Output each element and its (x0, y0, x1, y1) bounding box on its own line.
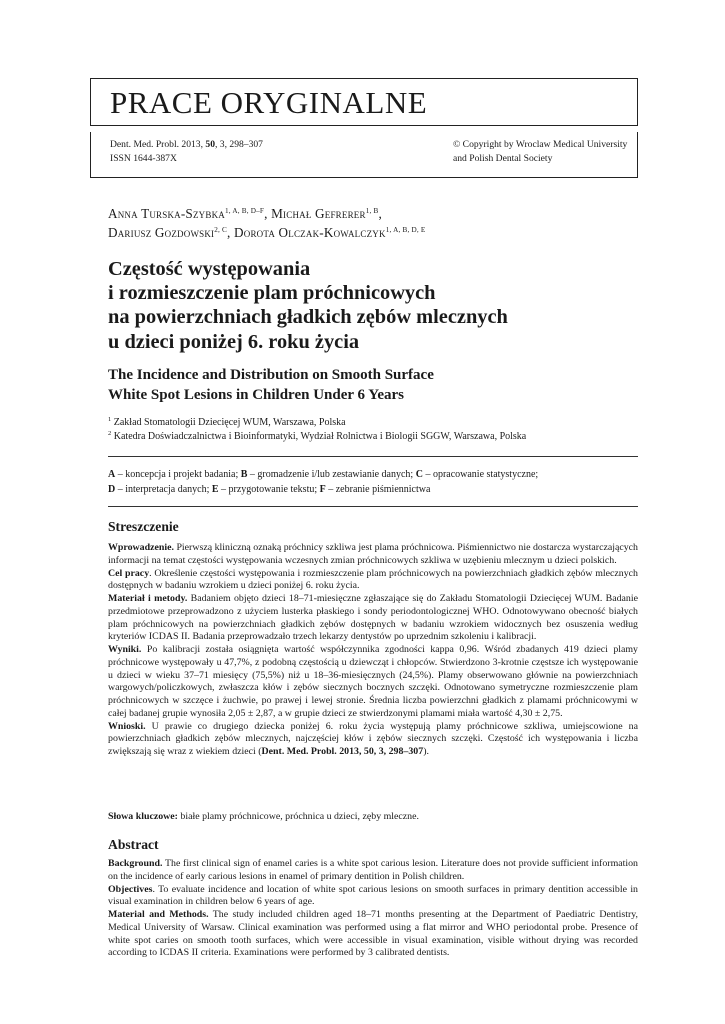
author-list: Anna Turska-Szybka$^{1, A, B, D-F}$, Michał Gefrerer$^{1, B}$, Dariusz Gozdowski$^{2, C}$, Dorota Olczak-Kowalczyk$^{1, A, B, D, E}$ (108, 206, 426, 240)
paragraph-objectives: Objectives. To evaluate incidence and location of white spot carious lesions on smooth surfaces in primary dentition accessible in visual examination in children below 6 years of age. (108, 883, 638, 908)
paragraph-material: Materiał i metody. Badaniem objęto dzieci 18–71-miesięczne zgłaszające się do Zakładu Stomatologii Dziecięcej WUM. Badanie przedmiotowe przeprowadzono z użyciem lusterka płaskiego i sondy periodontologicznej WHO. Odnotowywano obecność białych plam próchnicowych na powierzchniach gładkich zębów dostępnych w badaniu wzrokiem widocznych bez osuszenia według kryteriów ICDAS II. Badania przeprowadzało trzech lekarzy dentystów po uprzednim szkoleniu i kalibracji. (108, 593, 638, 643)
divider-top (108, 456, 638, 457)
author-name: Dorota Olczak-Kowalczyk (234, 224, 386, 240)
affiliations (108, 416, 526, 445)
series-banner (90, 78, 638, 126)
paragraph-cel: Cel pracy. Określenie częstości występowania i rozmieszczenie plam próchnicowych na powierzchniach gładkich zębów mlecznych dostępnych w badaniu wzrokiem u dzieci poniżej 6. roku życia. (108, 567, 638, 592)
divider-bottom (108, 506, 638, 507)
series-title: PRACE ORYGINALNE (110, 85, 428, 120)
abstract-heading: Abstract (108, 837, 159, 852)
streszczenie-heading: Streszczenie (108, 519, 179, 534)
author-affiliation-sup: 1, A, B, D, E (385, 225, 426, 234)
author-affiliation-sup: 2, C (214, 225, 228, 234)
issn: ISSN 1644-387X (110, 153, 177, 164)
title-polish: Częstość występowania i rozmieszczenie plam próchnicowych na powierzchniach gładkich zębów mlecznych u dzieci poniżej 6. roku życia (108, 258, 508, 353)
paragraph-wnioski: Wnioski. U prawie co drugiego dziecka poniżej 6. roku życia występują plamy próchnicowe szkliwa, umiejscowione na powierzchniach gładkich zębów mlecznych, najczęściej kłów i zębów siecznych szczęki. Częstość ich występowania i liczba zwiększają się wraz z wiekiem dzieci (Dent. Med. Probl. 2013, 50, 3, 298–307). (108, 720, 638, 757)
author-name: Michał Gefrerer (271, 206, 366, 221)
affiliation-2: $^2$ Katedra Doświadczalnictwa i Bioinformatyki, Wydział Rolnictwa i Biologii SGGW, Warszawa, Polska (108, 430, 527, 443)
author-affiliation-sup: 1, A, B, D–F (224, 207, 265, 215)
paragraph-background: Background. The first clinical sign of enamel caries is a white spot carious lesion. Literature does not provide sufficient information on the incidence of early carious lesions in enamel of primary dentition in Polish children. (108, 858, 638, 882)
copyright-line-2: and Polish Dental Society (453, 153, 553, 164)
paragraph-wprowadzenie: Wprowadzenie. Pierwszą kliniczną oznaką próchnicy szkliwa jest plama próchnicowa. Piśmiennictwo nie dostarcza wystarczających informacji na temat częstości występowania wczesnych zmian próchnicowych szkliwa w uzębieniu mlecznym u dzieci polskich. (108, 542, 638, 566)
journal-meta (90, 132, 638, 178)
citation-line: Dent. Med. Probl. 2013, 50, 3, 298–307 (110, 139, 263, 150)
streszczenie-body (108, 542, 638, 759)
paragraph-wyniki: Wyniki. Po kalibracji została osiągnięta wartość współczynnika zgodności kappa 0,96. Wśród zbadanych 419 dzieci plamy próchnicowe występowały u 47,7%, z podobną częstością u dziewcząt i chłopców. Stwierdzono 3-krotnie częstsze ich występowanie u dzieci w wieku 37–71 miesięcy (75,5%) niż u 18–36-miesięcznych (24,5%). Plamy obserwowano głównie na powierzchniach wargowych/policzkowych, zwłaszcza kłów i zębów siecznych bocznych szczęki. Odnotowano symetryczne rozmieszczenie plam próchnicowych w szczęce i żuchwie, po prawej i lewej stronie. Średnia liczba powierzchni gładkich z plamami próchnicowymi w całej badanej grupie wynosiła 2,05 ± 2,87, a w grupie dzieci ze stwierdzonymi plamami miała wartość 4,30 ± 2,75. (108, 644, 638, 719)
author-affiliation-sup: 1, B (365, 207, 379, 215)
affiliation-1: $^1$ Zakład Stomatologii Dziecięcej WUM, Warszawa, Polska (108, 416, 346, 428)
copyright-line-1: © Copyright by Wroclaw Medical University (453, 139, 628, 150)
paragraph-methods: Material and Methods. The study included children aged 18–71 months presenting at the Department of Paediatric Dentistry, Medical University of Warsaw. Clinical examination was performed using a flat mirror and WHO periodontal probe. Presence of white spot caries on smooth tooth surfaces, which were accessible in visual examination, visible without drying was recorded according to ICDAS II criteria. Examinations were performed by 3 calibrated dentists. (108, 909, 638, 959)
author-name: Dariusz Gozdowski (108, 224, 215, 240)
keywords: Słowa kluczowe: białe plamy próchnicowe, próchnica u dzieci, zęby mleczne. (108, 811, 419, 822)
citation-block (110, 138, 263, 166)
contributions: A – koncepcja i projekt badania; B – gromadzenie i/lub zestawianie danych; C – opracowanie statystyczne; D – interpretacja danych; E – przygotowanie tekstu; F – zebranie piśmiennictwa (108, 469, 539, 495)
copyright-block (453, 138, 627, 166)
title-english: The Incidence and Distribution on Smooth Surface White Spot Lesions in Children Under 6 Years (108, 367, 434, 403)
citation-volume: 50 (205, 139, 215, 150)
author-name: Anna Turska-Szybka (108, 206, 225, 221)
abstract-body (108, 858, 638, 960)
